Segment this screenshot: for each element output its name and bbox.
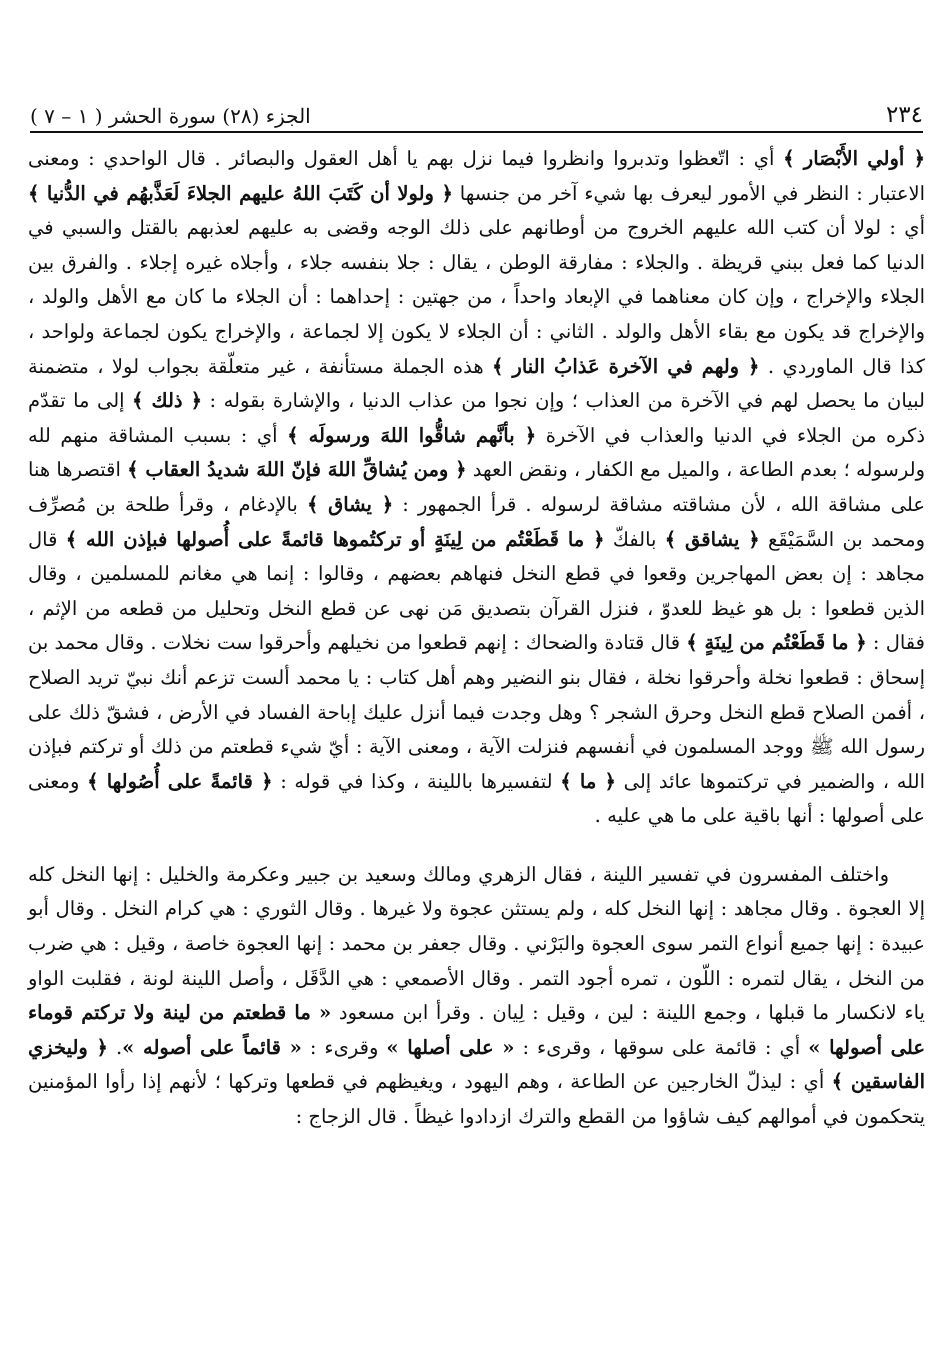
paragraph [28, 142, 925, 834]
commentary-text: لتفسيرها باللينة ، وكذا في قوله : [272, 769, 561, 793]
quran-quote: ﴿ أولي الأَبْصَار ﴾ [783, 147, 926, 170]
quran-quote: ﴿ ما قَطَعْتُم من لِينَةٍ أو تركتُموها قائمةً على أُصولها فبإذن الله ﴾ [65, 527, 605, 551]
quran-quote: ﴿ ولهم في الآخرة عَذابُ النار ﴾ [492, 354, 760, 378]
quran-quote: ﴿ يشاق ﴾ [306, 492, 394, 516]
quran-quote: ﴿ قائمةً على أُصُولها ﴾ [87, 769, 273, 793]
quran-quote: ﴿ ولولا أن كَتَبَ اللهُ عليهم الجلاءَ لَعَذَّبهُم في الدُّنيا ﴾ [28, 181, 453, 205]
quran-quote: ﴿ بأنَّهم شاقُّوا اللهَ ورسولَه ﴾ [287, 423, 537, 447]
commentary-text: إلى ما تقدّم ذكره من الجلاء في الدنيا والعذاب في الآخرة [28, 389, 925, 447]
commentary-text: أي : اتّعظوا وتدبروا وانظروا فيما نزل بهم يا أهل العقول والبصائر . قال الواحدي : ومعنى الاعتبار : النظر في الأمور ليعرف بها شيء آخر من جنسها [28, 147, 925, 205]
quran-quote: « ما قطعتم من لينة ولا تركتم قوماء على أصولها » [28, 1001, 925, 1059]
commentary-text: بالإدغام ، وقرأ طلحة بن مُصرِّف ومحمد بن السَّمَيْقَع [28, 492, 925, 551]
header-rule [30, 131, 923, 133]
page-number: ٢٣٤ [885, 102, 923, 128]
quran-quote: ﴿ وليخزي الفاسقين ﴾ [28, 1035, 925, 1094]
quran-quote: ﴿ ما قَطَعْتُم من لِينَةٍ ﴾ [686, 631, 867, 655]
commentary-text: بالفكّ [604, 527, 665, 551]
commentary-text: أي : ليذلّ الخارجين عن الطاعة ، وهم اليهود ، ويغيظهم في قطعها وتركها ؛ لأنهم إذا رأوا المؤمنين يتحكمون في أموالهم كيف شاؤوا من القطع والترك ازدادوا غيظاً . قال الزجاج : [28, 1070, 925, 1129]
page-header [30, 88, 923, 128]
commentary-text: هذه الجملة مستأنفة ، غير متعلّقة بجواب لولا ، متضمنة لبيان ما يحصل لهم في الآخرة من العذاب ؛ وإن نجوا من عذاب الدنيا ، والإشارة بقوله : [28, 354, 925, 413]
body-text [28, 142, 925, 1135]
quran-quote: ﴿ ومن يُشاقِّ اللهَ فإنّ اللهَ شديدُ العقاب ﴾ [127, 458, 467, 482]
commentary-text: ومعنى على أصولها : أنها باقية على ما هي عليه . [28, 769, 925, 828]
running-title: الجزء (٢٨) سورة الحشر ( ١ – ٧ ) [30, 104, 311, 128]
quran-quote: ﴿ ما ﴾ [560, 769, 616, 793]
commentary-text: قال قتادة والضحاك : إنهم قطعوا من نخيلهم وأحرقوا ست نخلات . وقال محمد بن إسحاق : قطعوا نخلة وأحرقوا نخلة ، فقال بنو النضير وهم أهل كتاب : يا محمد ألست تزعم أنك نبيّ تريد الصلاح ، أفمن الصلاح قطع النخل وحرق الشجر ؟ وهل وجدت فيما أنزل عليك إباحة الفساد في الأرض ، فشقّ ذلك على رسول الله ﷺ ووجد المسلمون في أنفسهم فنزلت الآية ، ومعنى الآية : أيّ شيء قطعتم من ذلك أو تركتم فبإذن الله ، والضمير في تركتموها عائد إلى [28, 631, 925, 793]
commentary-text: قال مجاهد : إن بعض المهاجرين وقعوا في قطع النخل فنهاهم بعضهم ، وقالوا : إنما هي مغانم للمسلمين ، وقال الذين قطعوا : بل هو غيظ للعدوّ ، فنزل القرآن بتصديق مَن نهى عن قطع النخل وتحليل من قطعه من الإثم ، فقال : [28, 527, 925, 655]
quran-quote: « قائماً على أصوله » [122, 1035, 302, 1059]
commentary-text: اقتصرها هنا على مشاقة الله ، لأن مشاقته مشاقة لرسوله . قرأ الجمهور : [28, 458, 926, 516]
commentary-text: أي : بسبب المشاقة منهم لله ولرسوله ؛ بعدم الطاعة ، والميل مع الكفار ، ونقض العهد [28, 423, 925, 482]
quran-quote: ﴿ يشاقق ﴾ [664, 527, 760, 551]
commentary-text: . [107, 1035, 123, 1059]
quran-quote: « على أصلها » [386, 1035, 515, 1059]
quran-quote: ﴿ ذلك ﴾ [132, 389, 203, 413]
commentary-text: أي : قائمة على سوقها ، وقرىء : [514, 1035, 809, 1059]
paragraph [28, 858, 925, 1135]
commentary-text: أي : لولا أن كتب الله عليهم الخروج من أوطانهم على ذلك الوجه وقضى به عليهم لعذبهم بالقتل والسبي في الدنيا كما فعل ببني قريظة . والجلاء : مفارقة الوطن ، يقال : جلا بنفسه جلاء ، وأجلاه غيره إجلاء . والفرق بين الجلاء والإخراج ، وإن كان معناهما في الإبعاد واحداً ، من جهتين : إحداهما : أن الجلاء ما كان مع الأهل والولد ، والإخراج قد يكون مع بقاء الأهل والولد . الثاني : أن الجلاء لا يكون إلا لجماعة ، والإخراج يكون لجماعة ولواحد ، كذا قال الماوردي . [28, 216, 925, 378]
commentary-text: وقرىء : [301, 1035, 387, 1059]
commentary-text: واختلف المفسرون في تفسير اللينة ، فقال الزهري ومالك وسعيد بن جبير وعكرمة والخليل : إنها النخل كله إلا العجوة . وقال مجاهد : إنها النخل كله ، ولم يستثن عجوة ولا غيرها . وقال الثوري : هي كرام النخل . وقال أبو عبيدة : إنها جميع أنواع التمر سوى العجوة والبَرْني . وقال جعفر بن محمد : إنها العجوة خاصة ، وقيل : هي ضرب من النخل ، يقال لتمره : اللّون ، تمره أجود التمر . وقال الأصمعي : هي الدَّقَل ، وأصل اللينة لونة ، فقلبت الواو ياء لانكسار ما قبلها ، وجمع اللينة : لين ، وقيل : لِيان . وقرأ ابن مسعود [28, 862, 925, 1025]
